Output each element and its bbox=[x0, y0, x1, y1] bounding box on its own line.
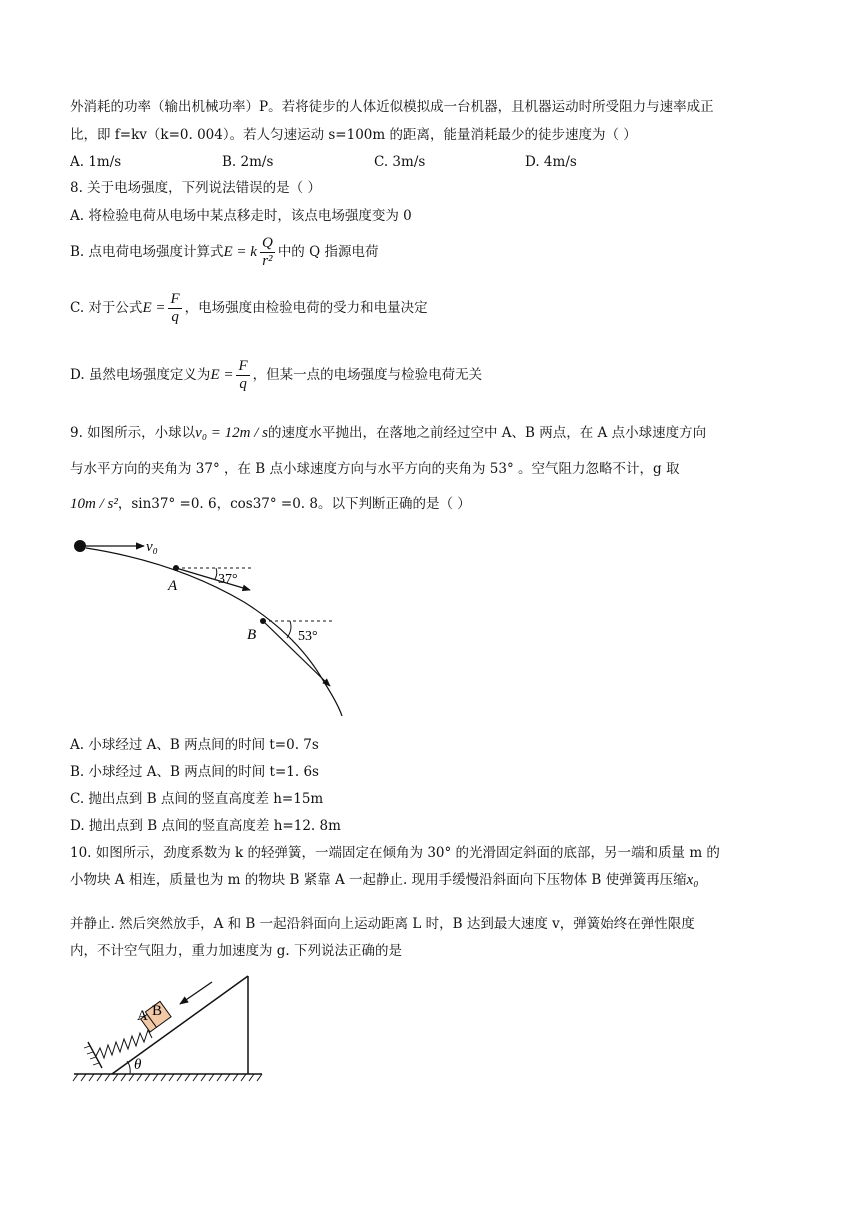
block-b-label: B bbox=[152, 1003, 163, 1019]
q9-line-1-tail: 的速度水平抛出，在落地之前经过空中 A、B 两点，在 A 点小球速度方向 bbox=[268, 425, 707, 441]
q9-line-3-tail: ，sin37° =0. 6，cos37° =0. 8。以下判断正确的是（ ） bbox=[117, 496, 471, 512]
fraction-denominator: q bbox=[171, 309, 179, 325]
q8-option-c bbox=[70, 288, 428, 328]
q8-option-c-tail: ，电场强度由检验电荷的受力和电量决定 bbox=[184, 300, 428, 316]
fraction-numerator: Q bbox=[261, 235, 273, 251]
q9-line-1 bbox=[70, 423, 706, 443]
q8-option-d-text: D. 虽然电场强度定义为 bbox=[70, 367, 211, 383]
fraction-denominator: q bbox=[239, 376, 247, 392]
angle-theta-label: θ bbox=[134, 1057, 142, 1073]
point-a-label: A bbox=[168, 578, 178, 594]
q10-line-2 bbox=[70, 870, 699, 890]
q9-line-1-text: 9. 如图所示，小球以 bbox=[70, 425, 196, 441]
q10-compression-x0: x₀ bbox=[686, 872, 699, 888]
fraction-numerator: F bbox=[170, 291, 180, 307]
point-b-label: B bbox=[247, 627, 257, 643]
q8-option-b-formula: E = k bbox=[223, 244, 257, 260]
incline-surface bbox=[112, 976, 248, 1074]
velocity-arrow-b bbox=[263, 621, 330, 686]
velocity-arrow-a bbox=[176, 568, 250, 590]
q8-option-a: A. 将检验电荷从电场中某点移走时，该点电场强度变为 0 bbox=[70, 208, 412, 224]
q8-option-d-formula: E = bbox=[210, 367, 234, 383]
q8-option-b-tail: 中的 Q 指源电荷 bbox=[277, 244, 379, 260]
q8-option-b-fraction bbox=[260, 235, 275, 270]
angle-a-label: 37° bbox=[218, 572, 238, 587]
q8-option-c-formula: E = bbox=[142, 300, 166, 316]
q10-line-1: 10. 如图所示，劲度系数为 k 的轻弹簧，一端固定在倾角为 30° 的光滑固定斜面的底部，另一端和质量 m 的 bbox=[70, 845, 720, 861]
q7-line-1: 外消耗的功率（输出机械功率）P。若将徒步的人体近似模拟成一台机器，且机器运动时所受阻力与速率成正 bbox=[70, 99, 714, 115]
q8-option-d-fraction bbox=[236, 358, 249, 393]
spring bbox=[96, 1030, 152, 1058]
ground-hatching bbox=[73, 1074, 262, 1081]
q8-option-c-fraction bbox=[168, 291, 181, 326]
angle-a-arc bbox=[215, 568, 217, 579]
q10-incline-figure bbox=[72, 968, 272, 1086]
q9-option-a: A. 小球经过 A、B 两点间的时间 t=0. 7s bbox=[70, 737, 319, 753]
q10-line-4: 内，不计空气阻力，重力加速度为 g. 下列说法正确的是 bbox=[70, 943, 403, 959]
q8-option-b bbox=[70, 232, 378, 272]
ball bbox=[74, 540, 86, 552]
q9-gravity-value: 10m / s² bbox=[70, 496, 118, 512]
q9-initial-velocity: v₀ = 12m / s bbox=[195, 425, 269, 441]
q9-line-2: 与水平方向的夹角为 37° ，在 B 点小球速度方向与水平方向的夹角为 53° 。空气阻力忽略不计，g 取 bbox=[70, 461, 680, 477]
q9-line-3 bbox=[70, 494, 471, 514]
fraction-numerator: F bbox=[238, 358, 248, 374]
q8-option-c-text: C. 对于公式 bbox=[70, 300, 143, 316]
q7-option-b: B. 2m/s bbox=[222, 154, 274, 170]
q8-option-d-tail: ，但某一点的电场强度与检验电荷无关 bbox=[252, 367, 483, 383]
q7-option-a: A. 1m/s bbox=[70, 154, 122, 170]
q8-stem: 8. 关于电场强度，下列说法错误的是（ ） bbox=[70, 180, 321, 196]
q8-option-b-text: B. 点电荷电场强度计算式 bbox=[70, 244, 224, 260]
block-a-label: A bbox=[137, 1008, 148, 1024]
v0-label: v₀ bbox=[146, 539, 158, 555]
q9-option-d: D. 抛出点到 B 点间的竖直高度差 h=12. 8m bbox=[70, 818, 341, 834]
angle-b-label: 53° bbox=[298, 629, 318, 644]
q9-trajectory-figure bbox=[66, 532, 356, 722]
q7-line-2: 比，即 f=kv（k=0. 004）。若人匀速运动 s=100m 的距离，能量消耗最少的徒步速度为（ ） bbox=[70, 127, 637, 143]
q7-option-c: C. 3m/s bbox=[374, 154, 426, 170]
q9-option-b: B. 小球经过 A、B 两点间的时间 t=1. 6s bbox=[70, 764, 319, 780]
q9-option-c: C. 抛出点到 B 点间的竖直高度差 h=15m bbox=[70, 791, 324, 807]
push-force-arrow bbox=[180, 982, 212, 1004]
fraction-denominator: r² bbox=[262, 253, 273, 269]
q8-option-d bbox=[70, 355, 482, 395]
q7-option-d: D. 4m/s bbox=[525, 154, 577, 170]
q10-line-3: 并静止. 然后突然放手，A 和 B 一起沿斜面向上运动距离 L 时，B 达到最大速度 v，弹簧始终在弹性限度 bbox=[70, 916, 695, 932]
q10-line-2-text: 小物块 A 相连，质量也为 m 的物块 B 紧靠 A 一起静止. 现用手缓慢沿斜面向下压物体 B 使弹簧再压缩 bbox=[70, 872, 687, 888]
